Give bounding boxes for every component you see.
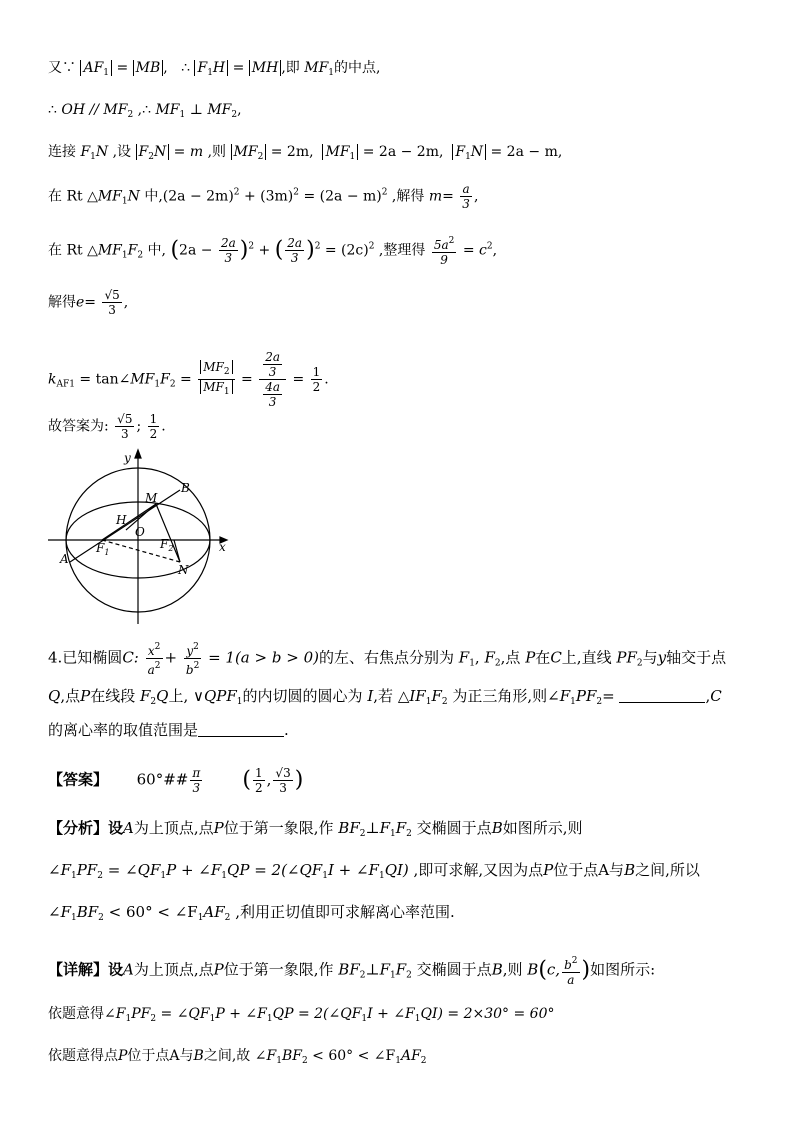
y-axis-arrow [135,450,141,458]
answer-summary-line: 故答案为: $\frac{√5}{3}$ ; $\frac{1}{2}$ . [48,412,166,441]
solution-line-7: $k_{AF1}$ = $\tan\angle MF_1F_2$ = $\frac{MF_2}{MF_1}$ = $\frac{\frac{2a}{3}}{\frac{4a}{3}}$ = $\frac{1}{2}$ . [48,350,329,409]
solution-line-2: ∴ OH // $MF_2$ ,∴ $MF_1$ ⊥ $MF_2$, [48,102,242,120]
answer-line: 【答案】 60°## $\frac{\pi}{3}$ ( $\frac{1}{2}$ , $\frac{√3}{3}$ ) [48,766,304,795]
label-F1: $F_1$ [96,541,110,557]
solution-line-4: 在 Rt $\triangle MF_1N$ 中$,(2a - 2m)^2 + (3m)^2 = (2a - m)^2$ ,解得 m= $\frac{a}{3}$ , [48,182,479,211]
analysis-line-2: $\angle F_1PF_2$ = $\angle QF_1P$ + $\angle F_1QP$ = $2(\angle QF_1I$ + $\angle F_1QI$) ,即可求解,又因为点P位于点A与B之间,所以 [48,861,700,881]
segment-M-N [156,504,180,562]
detail-line-3: 依题意得点P位于点A与B之间,故 $\angle F_1BF_2 < 60^\circ$ < $\angle F_1AF_2$ [48,1048,427,1066]
analysis-line-3: $\angle F_1BF_2 < 60^\circ$ < $\angle F_1AF_2$ ,利用正切值即可求解离心率范围. [48,903,455,923]
question-4-line-2: Q,点P在线段 $F_2Q$上, $\vee QPF_1$的内切圆的圆心为 I,若 $\triangle IF_1F_2$ 为正三角形,则$\angle F_1PF_2= ,C$ [48,687,722,707]
solution-line-6: 解得e= $\frac{√5}{3}$ , [48,288,129,317]
label-y: y [124,451,131,465]
question-4-line-1: 4.已知椭圆C: $\frac{x^2}{a^2}$ + $\frac{y^2}{b^2}$ = 1(a > b > 0)的左、右焦点分别为 $F_1$, $F_2$,点 P在C上,直线 $PF_2$与y轴交于点 [48,642,727,677]
label-A: A [60,552,69,566]
question-4-line-3: 的离心率的取值范围是 . [48,721,289,739]
solution-line-1: 又∵ $AF_1$ = MB , ∴ $F_1H$ = MH ,即 $MF_1$的中点, [48,60,381,78]
label-H: H [116,513,127,527]
label-F2: $F_2$ [160,537,174,553]
label-B: B [181,481,190,495]
label-N: N [178,563,189,577]
label-M: M [145,491,158,505]
label-x: x [219,540,226,554]
answer-blank-1 [619,688,705,703]
detail-line-1: 【详解】设A为上顶点,点P位于第一象限,作 $BF_2\perp F_1F_2$ 交椭圆于点B,则 B(c, $\frac{b^2}{a}$ )如图所示: [48,956,656,987]
solution-line-3: 连接 $F_1N$ ,设 $F_2N = m$ ,则 $MF_2 = 2m$, $MF_1 = 2a - 2m$, $F_1N = 2a - m$, [48,144,563,162]
label-O: O [135,525,145,539]
segment-F1-M [102,504,156,540]
ellipse-circle-figure [44,448,244,628]
analysis-line-1: 【分析】设A为上顶点,点P位于第一象限,作 $BF_2\perp F_1F_2$ 交椭圆于点B如图所示,则 [48,819,583,839]
solution-line-5: 在 Rt $\triangle MF_1F_2$ 中, (2a − $\frac{2a}{3}$ )$^2$ + ( $\frac{2a}{3}$ )$^2 = (2c)^2$ ,整理得 $\frac{5a^2}{9}$ = $c^2$, [48,236,498,267]
detail-line-2: 依题意得$\angle F_1PF_2$ = $\angle QF_1P$ + $\angle F_1QP$ = $2(\angle QF_1I$ + $\angle F_1QI) = 2\times 30^\circ = 60^\circ$ [48,1006,555,1024]
answer-blank-2 [198,722,284,737]
